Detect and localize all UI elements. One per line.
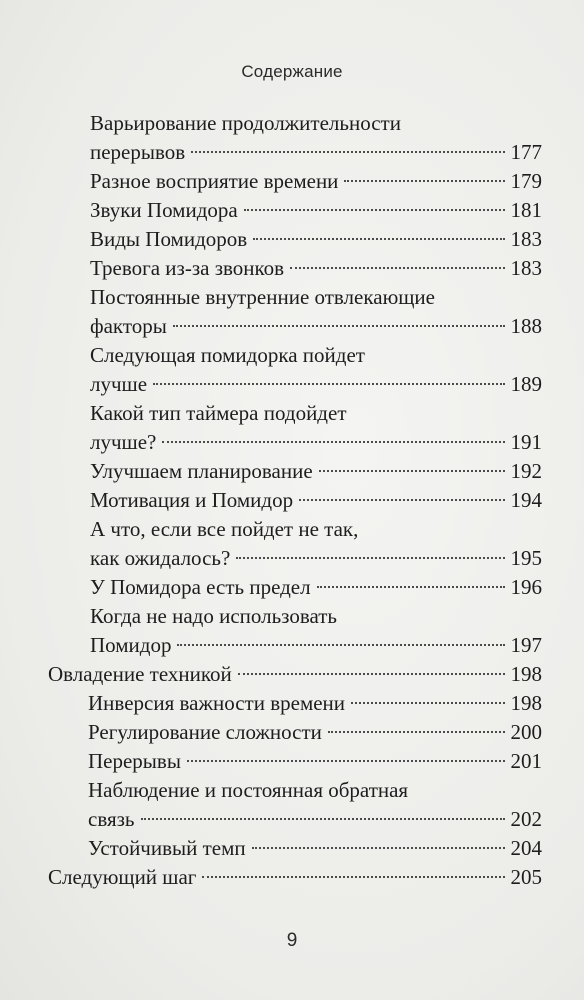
toc-entry-last-line: [90, 167, 542, 196]
toc-entry-title-line: Перерывы: [88, 749, 181, 773]
toc-entry: [90, 196, 542, 225]
toc-entry-page-number: 198: [510, 662, 542, 686]
toc-entry-last-line: [90, 457, 542, 486]
dot-leader: [290, 267, 504, 269]
toc-entry-page-number: 183: [510, 227, 542, 251]
toc-entry-title-line: Какой тип таймера подойдет: [90, 401, 347, 425]
dot-leader: [328, 731, 505, 733]
dot-leader: [177, 644, 504, 646]
toc-entry: [88, 776, 542, 834]
toc-entry-title-line: Тревога из-за звонков: [90, 256, 285, 280]
toc-entry-title-line: Помидор: [90, 633, 172, 657]
toc-entry-last-line: [88, 834, 542, 863]
toc-entry-title-line: Наблюдение и постоянная обратная: [88, 778, 409, 802]
dot-leader: [191, 151, 504, 153]
toc-entry-title-line: Разное восприятие времени: [90, 169, 339, 193]
toc-entry: [90, 602, 542, 660]
toc-entry: [90, 457, 542, 486]
toc-entry-title-line: Виды Помидоров: [90, 227, 248, 251]
toc-entry-page-number: 202: [510, 807, 542, 831]
toc-entry-last-line: [90, 370, 542, 399]
toc-entry-last-line: [90, 544, 542, 573]
toc-entry-page-number: 201: [510, 749, 542, 773]
toc-entry-page-number: 189: [510, 372, 542, 396]
toc-entry-title-line: У Помидора есть предел: [90, 575, 311, 599]
toc-entry-page-number: 196: [510, 575, 542, 599]
dot-leader: [153, 383, 504, 385]
toc-entry: [90, 225, 542, 254]
toc-entry-title-line: Устойчивый темп: [88, 836, 246, 860]
toc-entry-title-line: Регулирование сложности: [88, 720, 322, 744]
dot-leader: [344, 180, 504, 182]
toc-entry-title-line: перерывов: [90, 140, 186, 164]
toc-entry: [90, 254, 542, 283]
toc-entry-page-number: 183: [510, 256, 542, 280]
toc-entry-last-line: [48, 863, 542, 892]
toc-entry: [48, 863, 542, 892]
toc-entry-title-line: А что, если все пойдет не так,: [90, 517, 359, 541]
dot-leader: [202, 876, 504, 878]
toc-entry-last-line: [90, 138, 542, 167]
toc-entry-title-line: связь: [88, 807, 135, 831]
toc-entry-last-line: [88, 689, 542, 718]
toc-entry-title-line: Следующий шаг: [48, 865, 197, 889]
toc-entry-title-line: Следующая помидорка пойдет: [90, 343, 365, 367]
toc-entry: [88, 718, 542, 747]
toc-entry: [90, 573, 542, 602]
toc-entry-last-line: [90, 225, 542, 254]
toc-entry: [90, 109, 542, 167]
toc-entry: [90, 283, 542, 341]
dot-leader: [319, 470, 505, 472]
toc-entry: [90, 341, 542, 399]
toc-entry-title-line: лучше: [90, 372, 148, 396]
toc-entry-title-line: Постоянные внутренние отвлекающие: [90, 285, 435, 309]
toc-entry-page-number: 192: [510, 459, 542, 483]
dot-leader: [162, 441, 504, 443]
dot-leader: [252, 847, 505, 849]
toc-entry-last-line: [48, 660, 542, 689]
toc-entry-title-line: факторы: [90, 314, 167, 338]
toc-entry-last-line: [90, 428, 542, 457]
toc-entry-title-line: Звуки Помидора: [90, 198, 238, 222]
toc-entry-title-line: как ожидалось?: [90, 546, 231, 570]
toc-entry-page-number: 188: [510, 314, 542, 338]
dot-leader: [253, 238, 504, 240]
toc-entry-page-number: 204: [510, 836, 542, 860]
toc-entry-last-line: [90, 312, 542, 341]
toc-entry-page-number: 197: [510, 633, 542, 657]
dot-leader: [141, 818, 505, 820]
toc-entry: [88, 834, 542, 863]
toc-entry-title-line: Инверсия важности времени: [88, 691, 346, 715]
dot-leader: [238, 673, 505, 675]
toc-entry-page-number: 198: [510, 691, 542, 715]
toc-entry-page-number: 205: [510, 865, 542, 889]
running-head: Содержание: [241, 62, 343, 81]
page-number: 9: [286, 930, 298, 951]
toc-entry: [90, 167, 542, 196]
dot-leader: [351, 702, 504, 704]
toc-entry: [90, 486, 542, 515]
toc-entry-title-line: лучше?: [90, 430, 157, 454]
toc-entry: [88, 689, 542, 718]
table-of-contents: [0, 109, 584, 892]
toc-entry-last-line: [90, 631, 542, 660]
dot-leader: [299, 499, 504, 501]
dot-leader: [187, 760, 505, 762]
toc-entry-last-line: [90, 486, 542, 515]
toc-entry-last-line: [90, 573, 542, 602]
toc-entry-page-number: 179: [510, 169, 542, 193]
toc-entry: [90, 399, 542, 457]
toc-entry-page-number: 181: [510, 198, 542, 222]
dot-leader: [173, 325, 505, 327]
toc-entry-title-line: Мотивация и Помидор: [90, 488, 294, 512]
toc-entry: [88, 747, 542, 776]
toc-entry-title-line: Варьирование продолжительности: [90, 111, 401, 135]
dot-leader: [244, 209, 505, 211]
toc-entry-page-number: 177: [510, 140, 542, 164]
toc-entry: [48, 660, 542, 689]
toc-entry-page-number: 195: [510, 546, 542, 570]
toc-entry-title-line: Когда не надо использовать: [90, 604, 338, 628]
toc-entry-title-line: Улучшаем планирование: [90, 459, 313, 483]
toc-entry-last-line: [88, 747, 542, 776]
toc-entry-page-number: 200: [510, 720, 542, 744]
dot-leader: [317, 586, 505, 588]
toc-entry-title-line: Овладение техникой: [48, 662, 232, 686]
toc-entry-last-line: [90, 196, 542, 225]
toc-entry-last-line: [90, 254, 542, 283]
toc-entry-page-number: 191: [510, 430, 542, 454]
toc-entry-last-line: [88, 718, 542, 747]
dot-leader: [236, 557, 504, 559]
toc-entry-last-line: [88, 805, 542, 834]
toc-entry: [90, 515, 542, 573]
toc-entry-page-number: 194: [510, 488, 542, 512]
